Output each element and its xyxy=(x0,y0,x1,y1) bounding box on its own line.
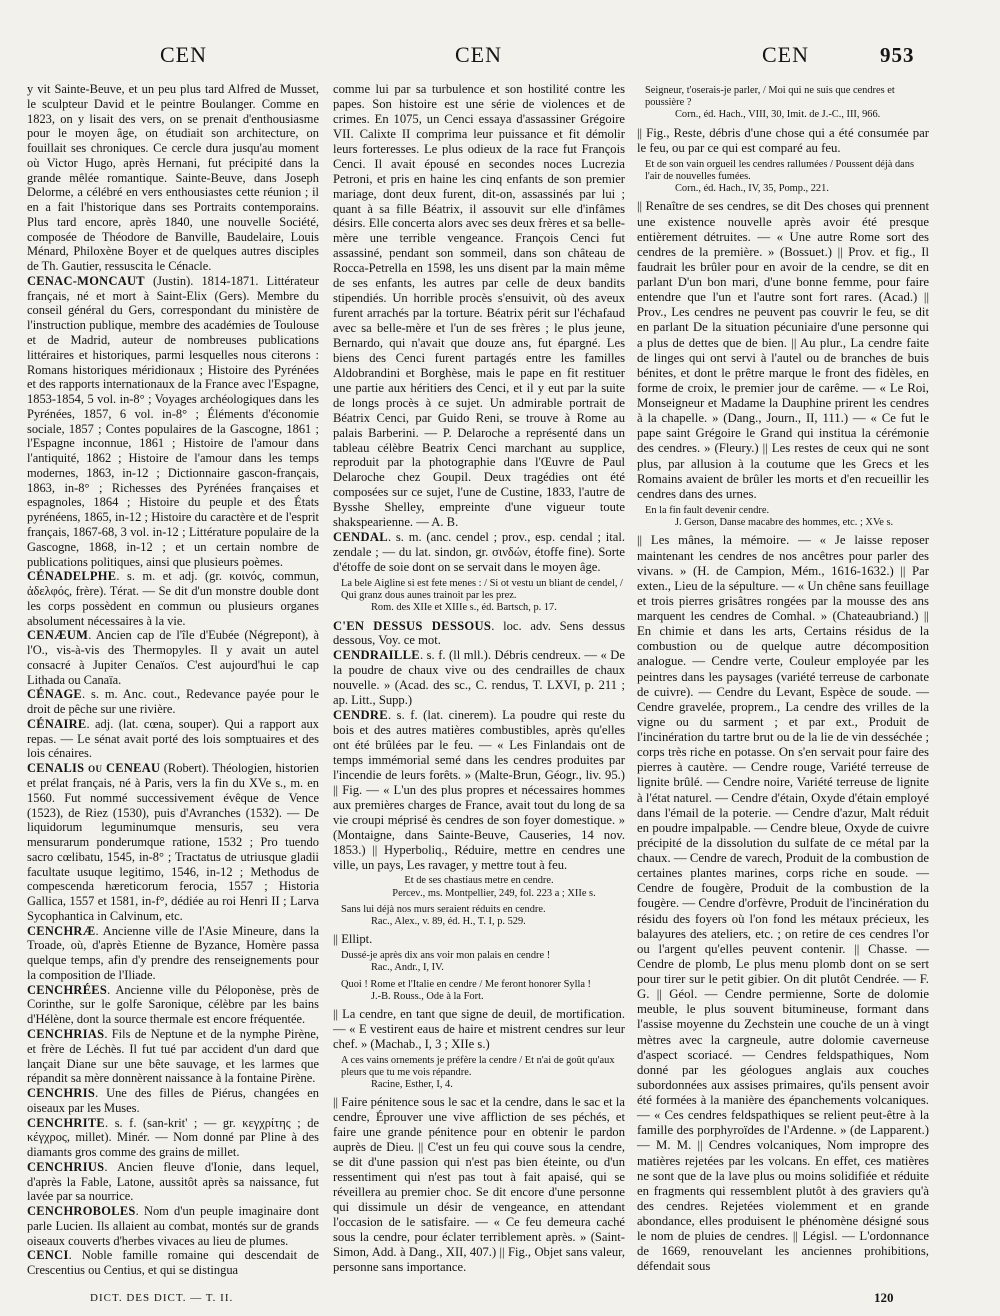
quotation xyxy=(341,979,625,1003)
column-left xyxy=(27,82,319,1278)
entry-cendraille xyxy=(333,648,625,708)
headword: CENCHRITE xyxy=(27,1115,106,1130)
headword: CENDAL xyxy=(333,530,388,545)
signature-number: 120 xyxy=(874,1290,894,1305)
quotation-text: La bele Aigline si est fete menes : / Si ot vestu un bliant de cendel, / Qui granz dous aunes trainoit par les prez. xyxy=(341,577,623,602)
quotation-source: J. Gerson, Danse macabre des hommes, etc. ; XVe s. xyxy=(675,517,894,529)
entry-cendal xyxy=(333,530,625,575)
entry-cenchreae xyxy=(27,924,319,983)
column-right xyxy=(637,82,929,1275)
entry-body: . loc. adv. Sens dessus dessous, Voy. ce mot. xyxy=(333,618,625,648)
headword: CÉNAGE xyxy=(27,687,83,702)
entry-cenaire xyxy=(27,717,319,761)
entry-cenchrius xyxy=(27,1160,319,1204)
entry-body: . adj. (lat. cœna, souper). Qui a rapport aux repas. — Le sénat avait porté des lois somptuaires et des lois cénaires. xyxy=(27,716,319,761)
entry-body: (Robert). Théologien, historien et prélat français, né à Paris, vers la fin du XVe s., m. en 1560. Fut nommé successivement évêque de Vence (1523), de Riez (1530), puis d'Avranches (1532). — De liquidorum leguminumque mensuris, seu vera mensurarum ponderumque ratione, 1532 ; Pro tuendo sacro cœlibatu, 1545, in-8° ; Tractatus de utriusque gladii facultate usuque legitimo, 1546, in-12 ; Methodus de compescenda hæreticorum ferocia, 1557 ; Historia Gallica, 1557 et 1581, in-f°, dédiée au roi Henri II ; Larva Sycophantica in Calvinum, etc. xyxy=(27,761,319,923)
entry-cenci xyxy=(27,1248,319,1278)
quotation-text: Sans lui déjà nos murs seraient réduits en cendre. xyxy=(341,903,546,915)
quotation-source: J.-B. Rouss., Ode à la Fort. xyxy=(371,990,484,1002)
entry-cenadelphe xyxy=(27,569,319,628)
entry-body: . s. m. et adj. (gr. κοινός, commun, ἀδελφός, frère). Térat. — Se dit d'un monstre double dont les corps possèdent en commun ou plusieurs organes absolument nécessaires à la vie. xyxy=(27,569,319,628)
headword: CENDRAILLE xyxy=(333,648,420,663)
quotation xyxy=(341,578,625,615)
quotation-source: Rom. des XIIe et XIIIe s., éd. Bartsch, p. 17. xyxy=(371,602,557,614)
quotation-text: Et de son vain orgueil les cendres rallumées / Poussent déjà dans l'air de nouvelles fumées. xyxy=(645,158,915,183)
paragraph: || Fig., Reste, débris d'une chose qui a été consumée par le feu, ou par ce qui est comparé au feu. xyxy=(637,125,929,155)
entry-cenaeum xyxy=(27,628,319,687)
quotation-source: Rac., Alex., v. 89, éd. H., T. I, p. 529. xyxy=(371,916,526,928)
footer-signature: DICT. DES DICT. — T. II. xyxy=(90,1292,234,1304)
page-number: 953 xyxy=(880,43,915,67)
quotation-text: Et de ses chastiaus metre en cendre. xyxy=(404,875,554,887)
entry-body: . Une des filles de Piérus, changées en oiseaux par les Muses. xyxy=(27,1086,319,1115)
quotation xyxy=(645,505,929,529)
paragraph: || La cendre, en tant que signe de deuil, de mortification. — « E vestirent eaus de haire et mistrent cendres sur leur chef. » (Machab., I, 3 ; XIIe s.) xyxy=(333,1007,625,1051)
headword: CÉNAIRE xyxy=(27,716,87,731)
entry-cenchrias xyxy=(27,1027,319,1086)
quotation-source: Corn., éd. Hach., IV, 35, Pomp., 221. xyxy=(675,183,829,195)
headword: CENCHRÉES xyxy=(27,982,108,997)
quotation-text: Quoi ! Rome et l'Italie en cendre / Me feront honorer Sylla ! xyxy=(341,978,592,990)
headword: CENAC-MONCAUT xyxy=(27,273,145,288)
entry-body: . Fils de Neptune et de la nymphe Pirène, et frère de Léchès. Il fut tué par accident d'un dard que lançait Diane sur une bête sauvage, et les larmes que répandit sa mère donnèrent naissance à la fontaine Pirène. xyxy=(27,1027,319,1086)
paragraph: || Les mânes, la mémoire. — « Je laisse reposer maintenant les cendres de nos ancêtres pour parler des vivans. » (H. de Campion, Mém., 1616-1632.) || Par exten., Lieu de la sépulture. — « Un chêne sans feuillage et trois pierres grisâtres rongées par la mousse des ans marquent les cendres de Comhal. » (Chateaubriand.) || En chimie et dans les arts, Certains résidus de la combustion ou de quelque autre décomposition analogue. — Cendre verte, Couleur employée par les peintres dans les paysages (variété terreuse de carbonate de cuivre). — Cendre du Levant, Espèce de soude. — Cendre gravelée, proprem., La cendre des vrilles de la vigne ou du sarment ; et par ext., Produit de l'incinération du tartre brut ou de la lie de vin desséchée ; corps très riche en potasse. On s'en servait pour faire des pierres à cautère. — Cendre rouge, Variété terreuse de lignite brûlé. — Cendre noire, Variété terreuse de lignite à l'état naturel. — Cendre d'étain, Oxyde d'étain employé dans l'émail de la poterie. — Cendre d'azur, Malt réduit en poudre impalpable. — Cendre bleue, Oxyde de cuivre précipité de la dissolution du sulfate de ce métal par la chaux. — Cendre de varech, Produit de la combustion de certaines plantes marines, corps riche en soude. — Cendre de fougère, Produit de la combustion de la fougère. — Cendre d'orfèvre, Produit de l'incinération du résidu des foyers où l'on fond les métaux précieux, les balayures des ateliers, etc. ; on retire de ces cendres l'or ou l'argent qu'elles peuvent contenir. || Chasse. — Cendre de plomb, Le plus menu plomb dont on se sert pour tirer sur le petit gibier. On dit plutôt Cendrée. — F. G. || Géol. — Cendre permienne, Sorte de dolomie meuble, le plus souvent bitumineuse, formant dans l'assise moyenne du Zechstein une couche de un à vingt mètres avec la cargneule, autre dolomie caverneuse d'aspect scoriacé. — Cendres feldspathiques, Nom donné par les géologues anglais aux couches subordonnées aux assises primaires, qu'ils pensent avoir été formées à la manière des épanchements volcaniques. — « Ces cendres feldspathiques se relient peut-être à la famille des porphyroïdes de l'Ardenne. » (de Lapparent.) — M. M. || Cendres volcaniques, Nom impropre des matières rejetées par les volcans. En effet, ces matières ne sont que de la lave plus ou moins solidifiée et réduite en fragments qui ressemblent plutôt à des graviers qu'à des cendres. Rejetées violemment et en grande abondance, elles produisent le phénomène désigné sous le nom de pluies de cendres. || Législ. — L'ordonnance de 1669, renouvelant les anciennes prohibitions, défendait sous xyxy=(637,533,929,1274)
quotation-text: Seigneur, t'oserais-je parler, / Moi qui ne suis que cendres et poussière ? xyxy=(645,85,895,109)
entry-cenchris xyxy=(27,1086,319,1116)
entry-body: . Ancien cap de l'île d'Eubée (Négrepont), à l'O., vis-à-vis des Thermopyles. Il y avait un autel consacré à Jupiter Cenaïos. C'est aujourd'hui le cap Lithada ou Canaïa. xyxy=(27,628,319,687)
paragraph: || Renaître de ses cendres, se dit Des choses qui prennent une existence nouvelle après avoir été presque entièrement détruites. — « Une autre Rome sort des cendres de la première. » (Bossuet.) || Prov. et fig., Il faudrait les brûler pour en avoir de la cendre, se dit en parlant D'un bon mari, d'une bonne femme, pour faire entendre que l'un et l'autre sont fort rares. (Acad.) || Prov., Les cendres ne peuvent pas couvrir le feu, se dit en parlant De la situation pécuniaire d'une personne qui a plus de dettes que de bien. || Au plur., La cendre faite de linges qui ont servi à l'autel ou de branches de buis bénites, et dont le prêtre marque le front des fidèles, en forme de croix, le premier jour de carême. — « Le Roi, Monseigneur et Madame la Dauphine prirent les cendres à la chapelle. » (Dang., Journ., II, 111.) — « Ce fut le pape saint Grégoire le Grand qui institua la cérémonie des cendres. » (Fleury.) || Les restes de ceux qui ne sont plus, par allusion à la coutume que les Grecs et les Romains avaient de brûler les morts et d'en recueillir les cendres dans des urnes. xyxy=(637,199,929,501)
quotation-text: En la fin fault devenir cendre. xyxy=(645,504,770,516)
running-head-center: CEN xyxy=(455,42,502,67)
entry-body: . Ancien fleuve d'Ionie, dans lequel, d'après la Fable, Latone, aussitôt après sa naissance, fut lavée par sa nourrice. xyxy=(27,1159,319,1204)
headword: CENCHROBOLES xyxy=(27,1204,136,1219)
paragraph: || Faire pénitence sous le sac et la cendre, dans le sac et la cendre, Éprouver une vive affliction de ses péchés, et faire une grande pénitence pour en obtenir le pardon auprès de Dieu. || C'est un feu qui couve sous la cendre, se dit d'une passion qui n'est pas bien éteinte, ou d'un ressentiment qui n'est pas tout à fait apaisé, qui se réveillera au premier choc. Se dit encore d'une personne qui dissimule un désir de vengeance, en attendant l'occasion de le satisfaire. — « Ce feu demeura caché sous la cendre, pour éclater terriblement après. » (Saint-Simon, Add. à Dang., XII, 407.) || Fig., Objet sans valeur, personne sans importance. xyxy=(333,1095,625,1274)
entry-c-en-dessus-dessous xyxy=(333,619,625,649)
entry-body: . Noble famille romaine qui descendait de Crescentius ou Centius, et qui se distingua xyxy=(27,1248,319,1278)
column-middle xyxy=(333,82,625,1275)
quotation-source: Rac., Andr., I, IV. xyxy=(371,962,444,974)
entry-body: . s. f. (ll mll.). Débris cendreux. — « De la poudre de chaux vive ou des cendrailles de chaux nouvelle. » (Acad. des sc., C. rendus, T. LXVI, p. 211 ; ap. Litt., Supp.) xyxy=(333,648,625,708)
headword: CENDRE xyxy=(333,708,388,723)
entry-body: . Ancienne ville de l'Asie Mineure, dans la Troade, où, d'après Etienne de Byzance, Homère passa quelque temps, afin d'y prendre des renseignements pour la composition de l'Iliade. xyxy=(27,923,319,982)
headword: CENALIS ou CENEAU xyxy=(27,761,161,776)
quotation xyxy=(333,875,625,899)
entry-cenchroboles xyxy=(27,1204,319,1248)
quotation xyxy=(341,1055,625,1092)
paragraph: y vit Sainte-Beuve, et un peu plus tard Alfred de Musset, le sculpteur David et le peintre Boulanger. Comme en 1823, on y lisait des vers, on se prenait d'enthousiasme pour le moyen âge, on étudiait son architecture, on fouillait ses chroniques. Ce cercle dura jusqu'au moment où Victor Hugo, après Hernani, fut précipité dans la grande mêlée romantique. Sainte-Beuve, dans Joseph Delorme, a célébré en vers enthousiastes cette réunion ; il en a fait l'historique dans ses Portraits contemporains. Plus tard encore, après 1840, une nouvelle Société, composée de Théodore de Banville, Baudelaire, Louis Ménard, Philoxène Boyer et de quelques autres disciples de Th. Gautier, ressuscita le Cénacle. xyxy=(27,82,319,274)
running-head-left: CEN xyxy=(160,42,207,67)
quotation-text: A ces vains ornements je préfère la cendre / Et n'ai de goût qu'aux pleurs que tu me vois répandre. xyxy=(341,1054,615,1079)
quotation-text: Dussé-je après dix ans voir mon palais en cendre ! xyxy=(341,950,551,962)
quotation xyxy=(645,85,929,122)
running-head-right: CEN xyxy=(762,42,809,67)
headword: CENÆUM xyxy=(27,628,89,643)
entry-cenage xyxy=(27,687,319,717)
entry-cendre xyxy=(333,708,625,872)
quotation-source: Perceν., ms. Montpellier, 249, fol. 223 a ; XIIe s. xyxy=(392,887,596,899)
headword: CENCHRIUS xyxy=(27,1159,105,1174)
quotation xyxy=(645,159,929,196)
quotation-source: Racine, Esther, I, 4. xyxy=(371,1079,453,1091)
entry-cenalis xyxy=(27,761,319,923)
entry-body: . Nom d'un peuple imaginaire dont parle Lucien. Ils allaient au combat, montés sur de grands oiseaux couverts d'herbes vivaces au lieu de plumes. xyxy=(27,1204,319,1248)
entry-body: . Ancienne ville du Péloponèse, près de Corinthe, sur le golfe Saronique, célèbre par les bains d'Hélène, dont la source thermale est encore fréquentée. xyxy=(27,982,319,1027)
entry-cenchrees xyxy=(27,983,319,1027)
quotation xyxy=(341,950,625,974)
headword: CENCI xyxy=(27,1248,69,1263)
paragraph: comme lui par sa turbulence et son hostilité contre les papes. Son histoire est une série de violences et de crimes. En 1075, un Cenci essaya d'assassiner Grégoire VII. Calixte II comprima leur puissance et fit démolir leurs forteresses. Le plus odieux de la race fut François Cenci. Il avait épousé en secondes noces Lucrezia Petroni, et pris en haine les cinq enfants de son premier mariage, dont deux furent, dit-on, assassinés par lui ; quant à sa fille Béatrix, il assouvit sur elle d'infâmes désirs. Elle concerta alors avec ses deux frères et sa belle-mère une terrible vengeance. François Cenci fut assassiné, pendant son sommeil, dans son château de Rocca-Petrella en 1598, les uns disent par la main même de ses enfants, les autres par celle de deux bandits stipendiés. Un horrible procès s'ensuivit, où des aveux furent arrachés par la torture. Béatrix périt sur l'échafaud avec sa belle-mère et l'un de ses frères ; le plus jeune, Bernardo, qui n'avait que douze ans, fut épargné. Les biens des Cenci furent partagés entre les familles Aldobrandini et Borghèse, mais le pape en fit restituer une partie aux héritiers des Cenci, et il y eut par la suite de longs procès à ce sujet. Un admirable portrait de Béatrix Cenci, par Guido Reni, se trouve à Rome au palais Barberini. — P. Delaroche a représenté dans un tableau célèbre Beatrix Cenci marchant au supplice, reproduit par la photographie dans l'Œuvre de Paul Delaroche chez Goupil. Deux tragédies ont été composées sur ce sujet, l'une de Custine, 1833, l'autre de Bysshe Shelley, empreinte d'une vigueur toute shakspearienne. — A. B. xyxy=(333,82,625,530)
entry-cenac-moncaut xyxy=(27,274,319,569)
headword: C'EN DESSUS DESSOUS xyxy=(333,618,492,633)
headword: CENCHRIAS xyxy=(27,1027,105,1041)
paragraph: || Ellipt. xyxy=(333,932,373,947)
entry-body: . s. m. Anc. cout., Redevance payée pour le droit de pêche sur une rivière. xyxy=(27,687,319,717)
entry-body: . s. f. (lat. cinerem). La poudre qui reste du bois et des autres matières combustibles, après qu'elles ont été brûlées par le feu. — « Les Finlandais ont de temps immémorial semé dans les cendres produites par l'incendie de leurs forêts. » (Malte-Brun, Géogr., liv. 95.) || Fig. — « L'un des plus propres et nécessaires hommes aux premières charges de France, avait tout du long de sa vie croupi méprisé ès cendres de son foyer domestique. » (Montaigne, dans Sainte-Beuve, Causeries, 14 nov. 1853.) || Hyperboliq., Réduire, mettre en cendres une ville, un pays, Les ravager, y mettre tout à feu. xyxy=(333,708,625,872)
headword: CÉNADELPHE xyxy=(27,569,117,584)
entry-cenchrite xyxy=(27,1116,319,1160)
headword: CENCHRÆ xyxy=(27,923,96,938)
quotation xyxy=(341,904,625,928)
entry-body: . s. f. (san-krit' ; — gr. κεγχρίτης ; de κέγχρος, millet). Minér. — Nom donné par Pline à des diamants gros comme des grains de millet. xyxy=(27,1115,319,1160)
entry-body: (Justin). 1814-1871. Littérateur français, né et mort à Saint-Elix (Gers). Membre du conseil général du Gers, correspondant du ministère de l'instruction publique, membre des académies de Toulouse et de Madrid, auteur de nombreuses publications littéraires et historiques, parmi lesquelles nous citerons : Romans historiques méridionaux ; Histoire des Pyrénées et des rapports internationaux de la France avec l'Espagne, 1853-1854, 5 vol. in-8° ; Voyages archéologiques dans les Pyrénées, 1857, 6 vol. in-8° ; Éléments d'économie sociale, 1857 ; Contes populaires de la Gascogne, 1861 ; l'Espagne inconnue, 1861 ; Histoire de l'amour dans l'antiquité, 1862 ; Histoire de l'amour dans les temps modernes, 1863, in-12 ; Dictionnaire gascon-français, 1863, in-8° ; Richesses des Pyrénées françaises et espagnoles, 1864 ; Histoire du peuple et des États pyrénéens, 1865, in-12 ; Histoire du caractère et de l'esprit français, 1867-68, 3 vol. in-12 ; Littérature populaire de la Gascogne, 1868, in-12 ; et un certain nombre de publications politiques, ainsi que plusieurs poèmes. xyxy=(27,273,319,569)
quotation-source: Corn., éd. Hach., VIII, 30, Imit. de J.-C., III, 966. xyxy=(675,109,881,121)
headword: CENCHRIS xyxy=(27,1086,96,1101)
entry-body: . s. m. (anc. cendel ; prov., esp. cendal ; ital. zendale ; — du lat. sindon, gr. σινδών, étoffe fine). Sorte d'étoffe de soie dont on se servait dans le moyen âge. xyxy=(333,530,625,574)
